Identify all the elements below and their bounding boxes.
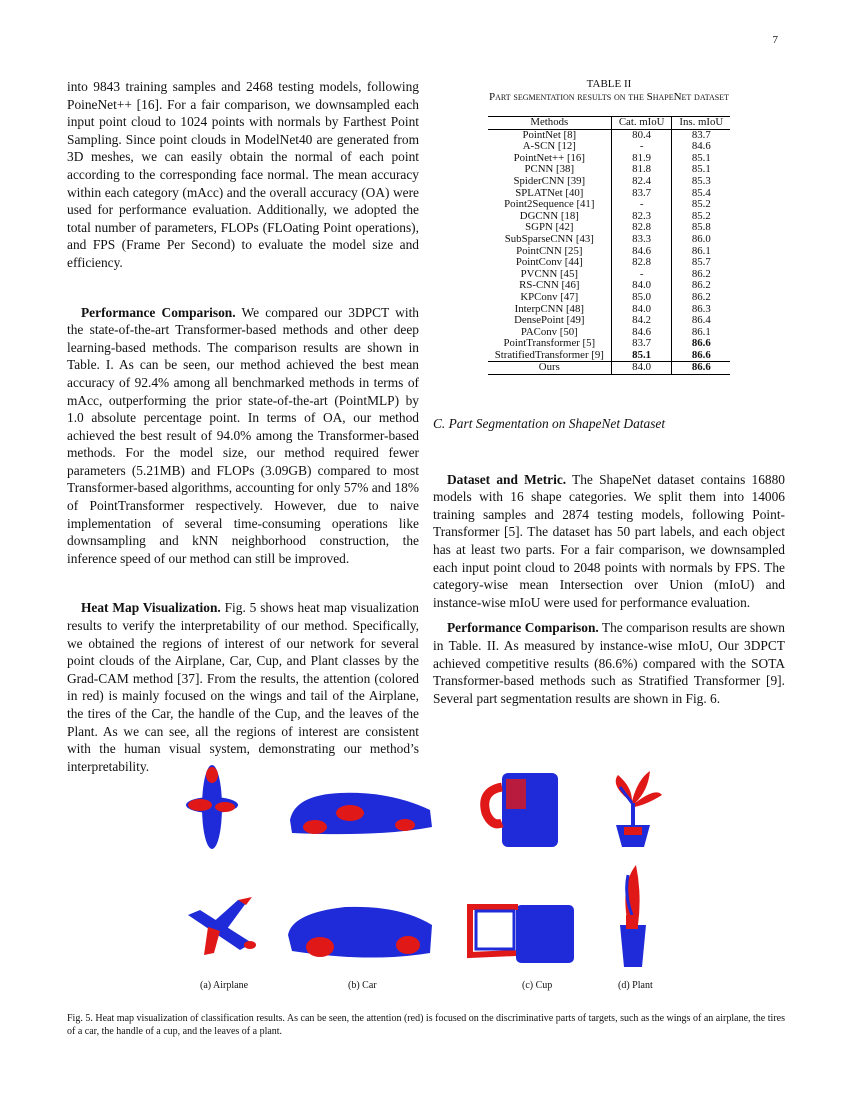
cat-miou-cell: 83.7	[611, 188, 672, 200]
paragraph-performance-comparison	[67, 304, 419, 568]
method-cell: PointTransformer [5]	[503, 337, 596, 350]
left-column	[67, 78, 419, 775]
method-cell: KPConv [47]	[520, 290, 579, 303]
car-top-image	[290, 793, 432, 834]
right-column	[433, 78, 785, 707]
paragraph-part-seg-performance	[433, 619, 785, 707]
cat-miou-cell: -	[611, 269, 672, 281]
paragraph-body: Fig. 5 shows heat map visualization results to verify the interpretability of our method. Specifically, we obtained the regions of interest of our network for several point clouds of the Airplane, Car, Cup, and Plant classes by the Grad-CAM method [37]. From the results, the attention (colored in red) is mainly focused on the wings and tail of the Airplane, the tires of the Car, the handle of the Cup, and the leaves of the Plant. As we can see, all the regions of interest are consistent with the human visual system, demonstrating our method’s interpretability.	[67, 600, 419, 774]
cat-miou-cell: 81.9	[611, 153, 672, 165]
ins-miou-cell: 86.2	[691, 267, 711, 280]
cat-miou-cell: 81.8	[611, 164, 672, 176]
plant-top-image	[616, 771, 662, 847]
ins-miou-cell: 86.1	[691, 244, 711, 257]
cat-miou-cell: 82.3	[611, 211, 672, 223]
cat-miou-cell: -	[611, 141, 672, 153]
ins-miou-cell: 86.0	[691, 232, 711, 245]
ins-miou-cell: 85.3	[691, 174, 711, 187]
ins-miou-cell: 86.2	[691, 290, 711, 303]
paragraph-body: We compared our 3DPCT with the state-of-the-art Transformer-based methods and other deep learning-based methods. The comparison results are shown in Table. I. As can be seen, our method achieved the best mean accuracy of 92.4% among all benchmarked methods in terms of mAcc, outperforming the prior state-of-the-art (PointMLP) by 1.0 absolute percentage point. In terms of OA, our method achieved the best result of 94.0% among the Transformer-based methods. For the model size, our method required fewer parameters (5.21MB) and FLOPs (3.09GB) compared to most Transformer-based algorithms, accounting for only 57% and 18% of PointTransformer respectively. However, due to naive implementation of several time-consuming operations like downsampling and kNN neighborhood construction, the inference speed of our method can still be improved.	[67, 304, 419, 566]
subcaption-car: (b) Car	[348, 980, 377, 991]
method-cell: StratifiedTransformer [9]	[488, 350, 612, 362]
ins-miou-cell: 86.3	[691, 302, 711, 315]
cat-miou-cell: 84.0	[611, 304, 672, 316]
method-cell: SGPN [42]	[525, 221, 574, 234]
method-cell: PointNet++ [16]	[513, 151, 585, 164]
method-cell: Point2Sequence [41]	[504, 198, 595, 211]
ins-miou-cell: 85.2	[691, 209, 711, 222]
table-title: Part segmentation results on the ShapeNet dataset	[489, 91, 729, 103]
method-cell: PAConv [50]	[520, 325, 578, 338]
ins-miou-cell: 85.1	[691, 163, 711, 176]
method-cell: PointCNN [25]	[516, 244, 583, 257]
ins-miou-cell: 86.2	[691, 279, 711, 292]
subcaption-cup: (c) Cup	[522, 980, 553, 991]
table-row	[488, 315, 730, 327]
table-row	[488, 292, 730, 304]
point-cloud-images	[180, 765, 680, 975]
plant-bottom-image	[620, 865, 646, 967]
method-cell: SPLATNet [40]	[515, 186, 584, 199]
table-row	[488, 234, 730, 246]
method-cell: DensePoint [49]	[514, 314, 585, 327]
cat-miou-cell: 84.6	[611, 246, 672, 258]
section-heading: C. Part Segmentation on ShapeNet Dataset	[433, 416, 666, 432]
subcaption-plant: (d) Plant	[618, 980, 653, 991]
method-cell: PointNet [8]	[522, 128, 577, 141]
cat-miou-cell: 84.2	[611, 315, 672, 327]
method-cell: PVCNN [45]	[520, 267, 578, 280]
cat-miou-cell: 80.4	[611, 129, 672, 141]
cat-miou-cell: 84.0	[611, 362, 672, 375]
table-row	[488, 199, 730, 211]
ins-miou-cell: 86.4	[691, 314, 711, 327]
paragraph-dataset-metric	[433, 471, 785, 612]
cat-miou-cell: 84.6	[611, 327, 672, 339]
cat-miou-cell: 83.3	[611, 234, 672, 246]
cat-miou-cell: 85.0	[611, 292, 672, 304]
table-label: TABLE II	[586, 78, 632, 90]
method-cell: A-SCN [12]	[522, 140, 576, 153]
table-row-ours	[488, 362, 730, 375]
cat-miou-cell: 84.0	[611, 280, 672, 292]
ins-miou-cell: 86.6	[672, 350, 730, 362]
page-number: 7	[772, 34, 778, 46]
car-bottom-image	[288, 907, 432, 958]
method-cell: PointConv [44]	[515, 256, 583, 269]
method-cell: InterpCNN [48]	[514, 302, 584, 315]
cat-miou-cell: 82.8	[611, 222, 672, 234]
airplane-top-image	[186, 765, 238, 849]
method-cell: RS-CNN [46]	[519, 279, 580, 292]
paragraph-body: The comparison results are shown in Table. II. As measured by instance-wise mIoU, Our 3DPCT achieved competitive results (86.6%) compared with the SOTA Transformer-based methods such as Stratified Transformer [9]. Several part segmentation results are shown in Fig. 6.	[433, 620, 785, 706]
ins-miou-cell: 85.4	[691, 186, 711, 199]
table-header: Cat. mIoU	[611, 117, 672, 130]
ins-miou-cell: 83.7	[691, 128, 711, 141]
paragraph-heat-map	[67, 599, 419, 775]
paragraph-heading: Performance Comparison.	[447, 620, 599, 636]
method-cell: SubSparseCNN [43]	[504, 232, 594, 245]
table-caption	[433, 78, 785, 104]
paragraph-heading: Heat Map Visualization.	[81, 600, 221, 616]
ins-miou-cell: 85.1	[691, 151, 711, 164]
method-cell: PCNN [38]	[524, 163, 575, 176]
ins-miou-cell: 84.6	[691, 140, 711, 153]
subcaption-airplane: (a) Airplane	[200, 980, 249, 991]
cup-bottom-image	[470, 905, 574, 963]
table-row	[488, 257, 730, 269]
ins-miou-cell: 85.7	[691, 256, 711, 269]
cat-miou-cell: 82.4	[611, 176, 672, 188]
heat-map-figure	[180, 765, 680, 990]
ins-miou-cell: 86.6	[672, 362, 730, 375]
method-cell: DGCNN [18]	[519, 209, 579, 222]
paragraph-training-split: into 9843 training samples and 2468 testing models, following PoineNet++ [16]. For a fair comparison, we downsampled each input point cloud to 1024 points with normals by Farthest Point Sampling. Since point clouds in ModelNet40 are generated from 3D meshes, we can easily obtain the normal of each point according to the corresponding face normal. The mean accuracy within each category (mAcc) and the overall accuracy (OA) were used for performance evaluation. Additionally, we adopted the total number of parameters, FLOPs (FLOating Point operations), and FPS (Frame Per Second) to evaluate the model size and efficiency.	[67, 79, 419, 270]
table-header: Methods	[488, 117, 612, 130]
table-header-row	[488, 117, 730, 130]
method-cell: Ours	[488, 362, 612, 375]
figure-caption: Fig. 5. Heat map visualization of classification results. As can be seen, the attention (red) is focused on the discriminative parts of targets, such as the wings of an airplane, the tires of a car, the handle of a cup, and the leaves of a plant.	[67, 1013, 785, 1037]
cat-miou-cell: 85.1	[611, 350, 672, 362]
paragraph-heading: Performance Comparison.	[81, 304, 236, 320]
ins-miou-cell: 86.6	[691, 337, 711, 350]
cup-top-image	[485, 773, 558, 847]
ins-miou-cell: 86.1	[691, 325, 711, 338]
paragraph-body: The ShapeNet dataset contains 16880 models with 16 shape categories. We split them into 14006 training samples and 2874 testing models, following Point-Transformer [5]. The dataset has 50 part labels, and each object has at least two parts. For a fair comparison, we downsampled each input point cloud to 2048 points with normals by FPS. The category-wise mean Intersection over Union (mIoU) and instance-wise mIoU were used for performance evaluation.	[433, 471, 785, 610]
paragraph-heading: Dataset and Metric.	[447, 471, 567, 487]
table-header: Ins. mIoU	[672, 117, 730, 130]
airplane-bottom-image	[188, 897, 256, 955]
cat-miou-cell: -	[611, 199, 672, 211]
ins-miou-cell: 85.8	[691, 221, 711, 234]
table-row	[488, 350, 730, 362]
table-row	[488, 176, 730, 188]
method-cell: SpiderCNN [39]	[513, 174, 586, 187]
cat-miou-cell: 82.8	[611, 257, 672, 269]
cat-miou-cell: 83.7	[611, 338, 672, 350]
results-table	[488, 116, 730, 375]
ins-miou-cell: 85.2	[691, 198, 711, 211]
